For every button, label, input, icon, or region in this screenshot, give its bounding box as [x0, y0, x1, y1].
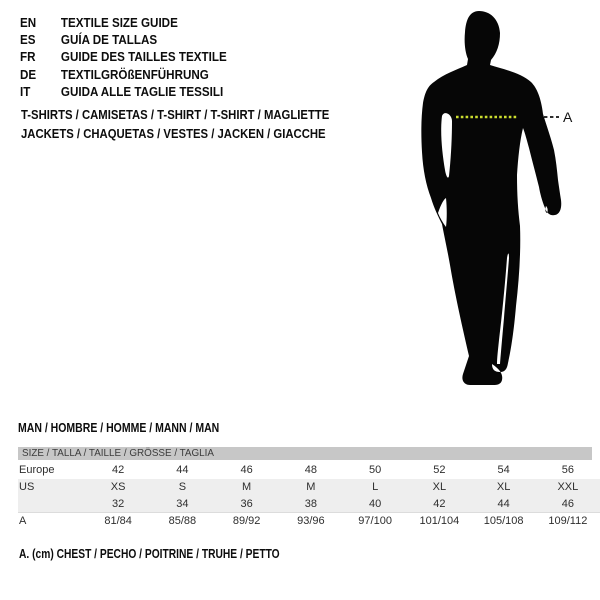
table-cell: 56 [561, 463, 574, 476]
size-table-header-label: SIZE / TALLA / TAILLE / GRÖSSE / TAGLIA [22, 447, 214, 459]
striped-rows-zone [18, 479, 600, 513]
table-cell: M [242, 481, 252, 494]
language-row-en [20, 14, 227, 31]
table-cell: XS [110, 481, 126, 494]
measurement-figure [410, 0, 588, 400]
row-label: US [19, 481, 35, 494]
language-label: GUIDA ALLE TAGLIE TESSILI [60, 84, 224, 99]
table-cell: 89/92 [232, 515, 261, 528]
table-cell: L [372, 481, 379, 494]
table-cell: 44 [497, 497, 510, 510]
row-label: Europe [19, 463, 55, 476]
language-label: GUIDE DES TAILLES TEXTILE [60, 50, 227, 65]
table-cell: 54 [497, 463, 510, 476]
language-row-es [20, 31, 227, 48]
table-row-europe [18, 460, 600, 479]
table-row-us [18, 479, 600, 496]
size-table-header [18, 447, 592, 460]
table-cell: 81/84 [104, 515, 132, 528]
measure-label-a: A [563, 109, 573, 125]
table-cell: 48 [304, 463, 317, 476]
table-cell: 52 [433, 463, 446, 476]
table-cell: 101/104 [419, 515, 460, 528]
language-code: EN [20, 15, 37, 30]
table-cell: 32 [112, 497, 125, 510]
table-cell: S [178, 481, 187, 494]
table-cell: XXL [557, 481, 579, 494]
table-cell: 44 [176, 463, 189, 476]
table-row-numeric [18, 496, 600, 513]
language-label: TEXTILE SIZE GUIDE [60, 15, 178, 30]
language-code: IT [20, 84, 31, 99]
language-list [20, 14, 227, 100]
language-row-de [20, 66, 227, 83]
table-cell: 40 [369, 497, 382, 510]
table-cell: 85/88 [168, 515, 197, 528]
table-cell: 109/112 [548, 515, 588, 528]
language-row-fr [20, 49, 227, 66]
chest-footnote: A. (cm) CHEST / PECHO / POITRINE / TRUHE / PETTO [19, 547, 280, 561]
table-cell: XL [432, 481, 447, 494]
table-cell: XL [496, 481, 511, 494]
table-cell: 50 [369, 463, 382, 476]
size-table [18, 447, 600, 530]
table-cell: 46 [240, 463, 253, 476]
table-cell: 34 [176, 497, 189, 510]
man-silhouette-body [421, 11, 561, 385]
row-label: A [19, 515, 27, 528]
table-cell: 105/108 [483, 515, 524, 528]
table-cell: 42 [433, 497, 446, 510]
language-code: FR [20, 50, 36, 65]
table-cell: 38 [304, 497, 317, 510]
table-cell: 97/100 [358, 515, 392, 528]
garment-categories [21, 106, 329, 143]
language-row-it [20, 83, 227, 100]
table-cell: 36 [240, 497, 253, 510]
table-row-chest-a [18, 513, 600, 530]
category-line-jackets: JACKETS / CHAQUETAS / VESTES / JACKEN / GIACCHE [21, 125, 326, 141]
language-code: ES [20, 32, 36, 47]
table-cell: M [306, 481, 316, 494]
man-silhouette [410, 0, 588, 400]
section-title-man: MAN / HOMBRE / HOMME / MANN / MAN [18, 421, 220, 435]
table-cell: 42 [112, 463, 125, 476]
language-label: TEXTILGRÖßENFÜHRUNG [60, 67, 209, 82]
table-cell: 93/96 [297, 515, 325, 528]
language-code: DE [20, 67, 37, 82]
category-line-tshirts: T-SHIRTS / CAMISETAS / T-SHIRT / T-SHIRT / MAGLIETTE [21, 107, 330, 122]
table-cell: 46 [561, 497, 574, 510]
language-label: GUÍA DE TALLAS [60, 32, 158, 47]
